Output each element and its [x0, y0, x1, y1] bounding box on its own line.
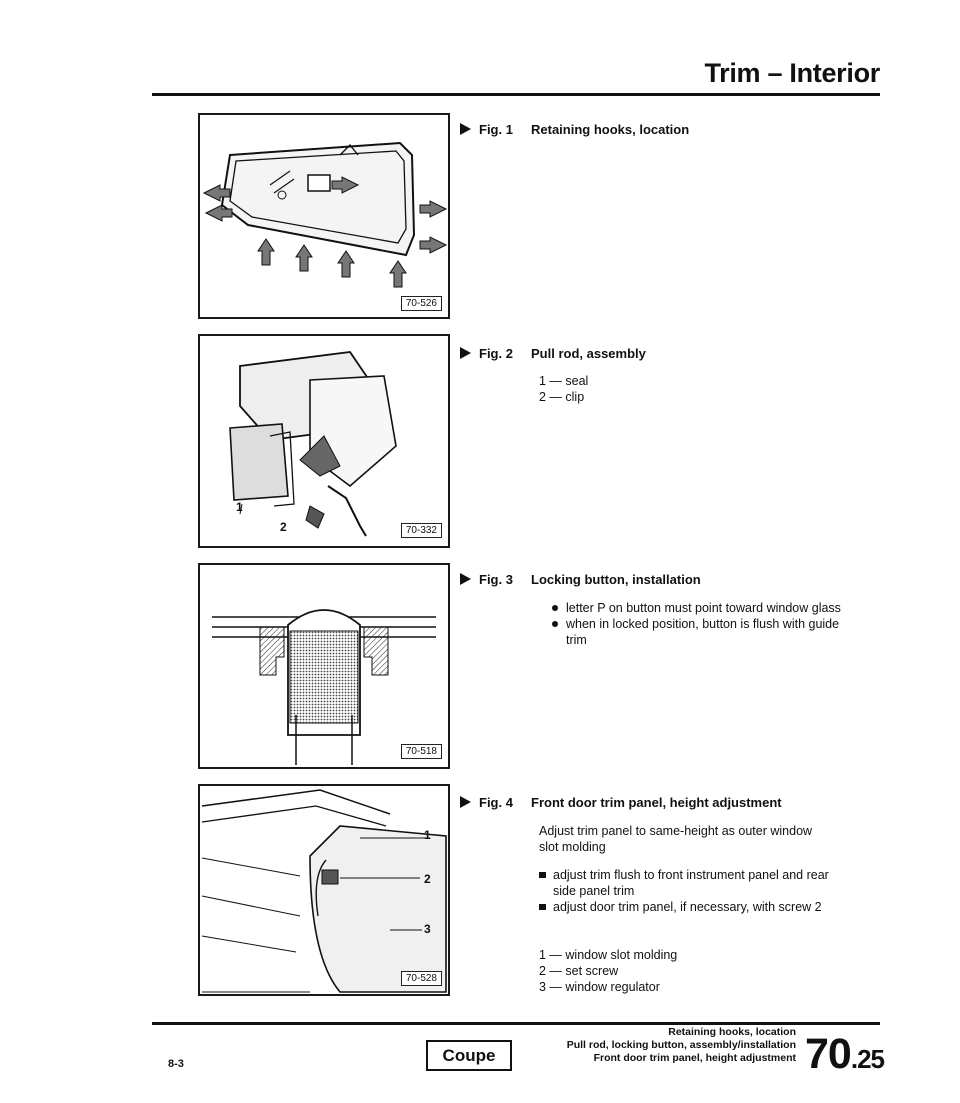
footer-topic: Retaining hooks, location [668, 1026, 796, 1038]
footer-rule [152, 1022, 880, 1025]
pull-rod-illustration [200, 336, 448, 546]
list-item: letter P on button must point toward window glass [552, 600, 852, 616]
figure-4-caption [460, 795, 782, 810]
figure-3-number: 70-518 [401, 744, 442, 759]
figure-1-caption [460, 122, 689, 137]
figure-3-label: Fig. 3 [479, 572, 513, 587]
legend-item: 1 — seal [539, 374, 589, 388]
legend-item: 2 — set screw [539, 964, 619, 978]
arrow-right-icon [460, 123, 471, 135]
figure-4-callout-3: 3 [424, 922, 431, 936]
figure-2-legend [539, 373, 588, 405]
figure-4-image [198, 784, 450, 996]
locking-button-illustration [200, 565, 448, 767]
figure-3-title: Locking button, installation [531, 572, 701, 587]
legend-item: 1 — window slot molding [539, 948, 678, 962]
figure-4-label: Fig. 4 [479, 795, 513, 810]
figure-4-bullets [539, 867, 839, 915]
footer-topic: Pull rod, locking button, assembly/installation [566, 1039, 796, 1051]
section-number [805, 1030, 884, 1079]
figure-2-callout-2: 2 [280, 520, 287, 534]
model-box: Coupe [426, 1040, 512, 1071]
figure-1-number: 70-526 [401, 296, 442, 311]
figure-2-number: 70-332 [401, 523, 442, 538]
figure-4-intro: Adjust trim panel to same-height as outer window slot molding [539, 824, 813, 854]
figure-2-callout-1: 1 [236, 500, 243, 514]
figure-2-title: Pull rod, assembly [531, 346, 646, 361]
figure-3-bullets [552, 600, 852, 648]
footer-topic: Front door trim panel, height adjustment [593, 1052, 796, 1064]
arrow-right-icon [460, 573, 471, 585]
figure-2-image [198, 334, 450, 548]
figure-3-caption [460, 572, 701, 587]
figure-4-legend [539, 947, 677, 995]
legend-item: 3 — window regulator [539, 980, 660, 994]
legend-item: 2 — clip [539, 390, 585, 404]
page-title: Trim – Interior [704, 58, 880, 88]
figure-2-label: Fig. 2 [479, 346, 513, 361]
figure-2-caption [460, 346, 646, 361]
door-trim-height-illustration [200, 786, 448, 994]
list-item: adjust trim flush to front instrument panel and rear side panel trim [539, 867, 839, 899]
section-major: 70 [805, 1030, 851, 1078]
figure-1-image [198, 113, 450, 319]
door-panel-hooks-illustration [200, 115, 448, 317]
list-item: when in locked position, button is flush with guide trim [552, 616, 852, 648]
page-id: 8-3 [168, 1058, 184, 1070]
footer-topics [520, 1026, 796, 1065]
figure-1-title: Retaining hooks, location [531, 122, 690, 137]
figure-4-callout-2: 2 [424, 872, 431, 886]
arrow-right-icon [460, 347, 471, 359]
section-minor: .25 [850, 1044, 884, 1074]
arrow-right-icon [460, 796, 471, 808]
list-item: adjust door trim panel, if necessary, with screw 2 [539, 899, 839, 915]
figure-4-number: 70-528 [401, 971, 442, 986]
header-rule [152, 93, 880, 96]
figure-4-callout-1: 1 [424, 828, 431, 842]
figure-3-image [198, 563, 450, 769]
figure-1-label: Fig. 1 [479, 122, 513, 137]
figure-4-title: Front door trim panel, height adjustment [531, 795, 782, 810]
